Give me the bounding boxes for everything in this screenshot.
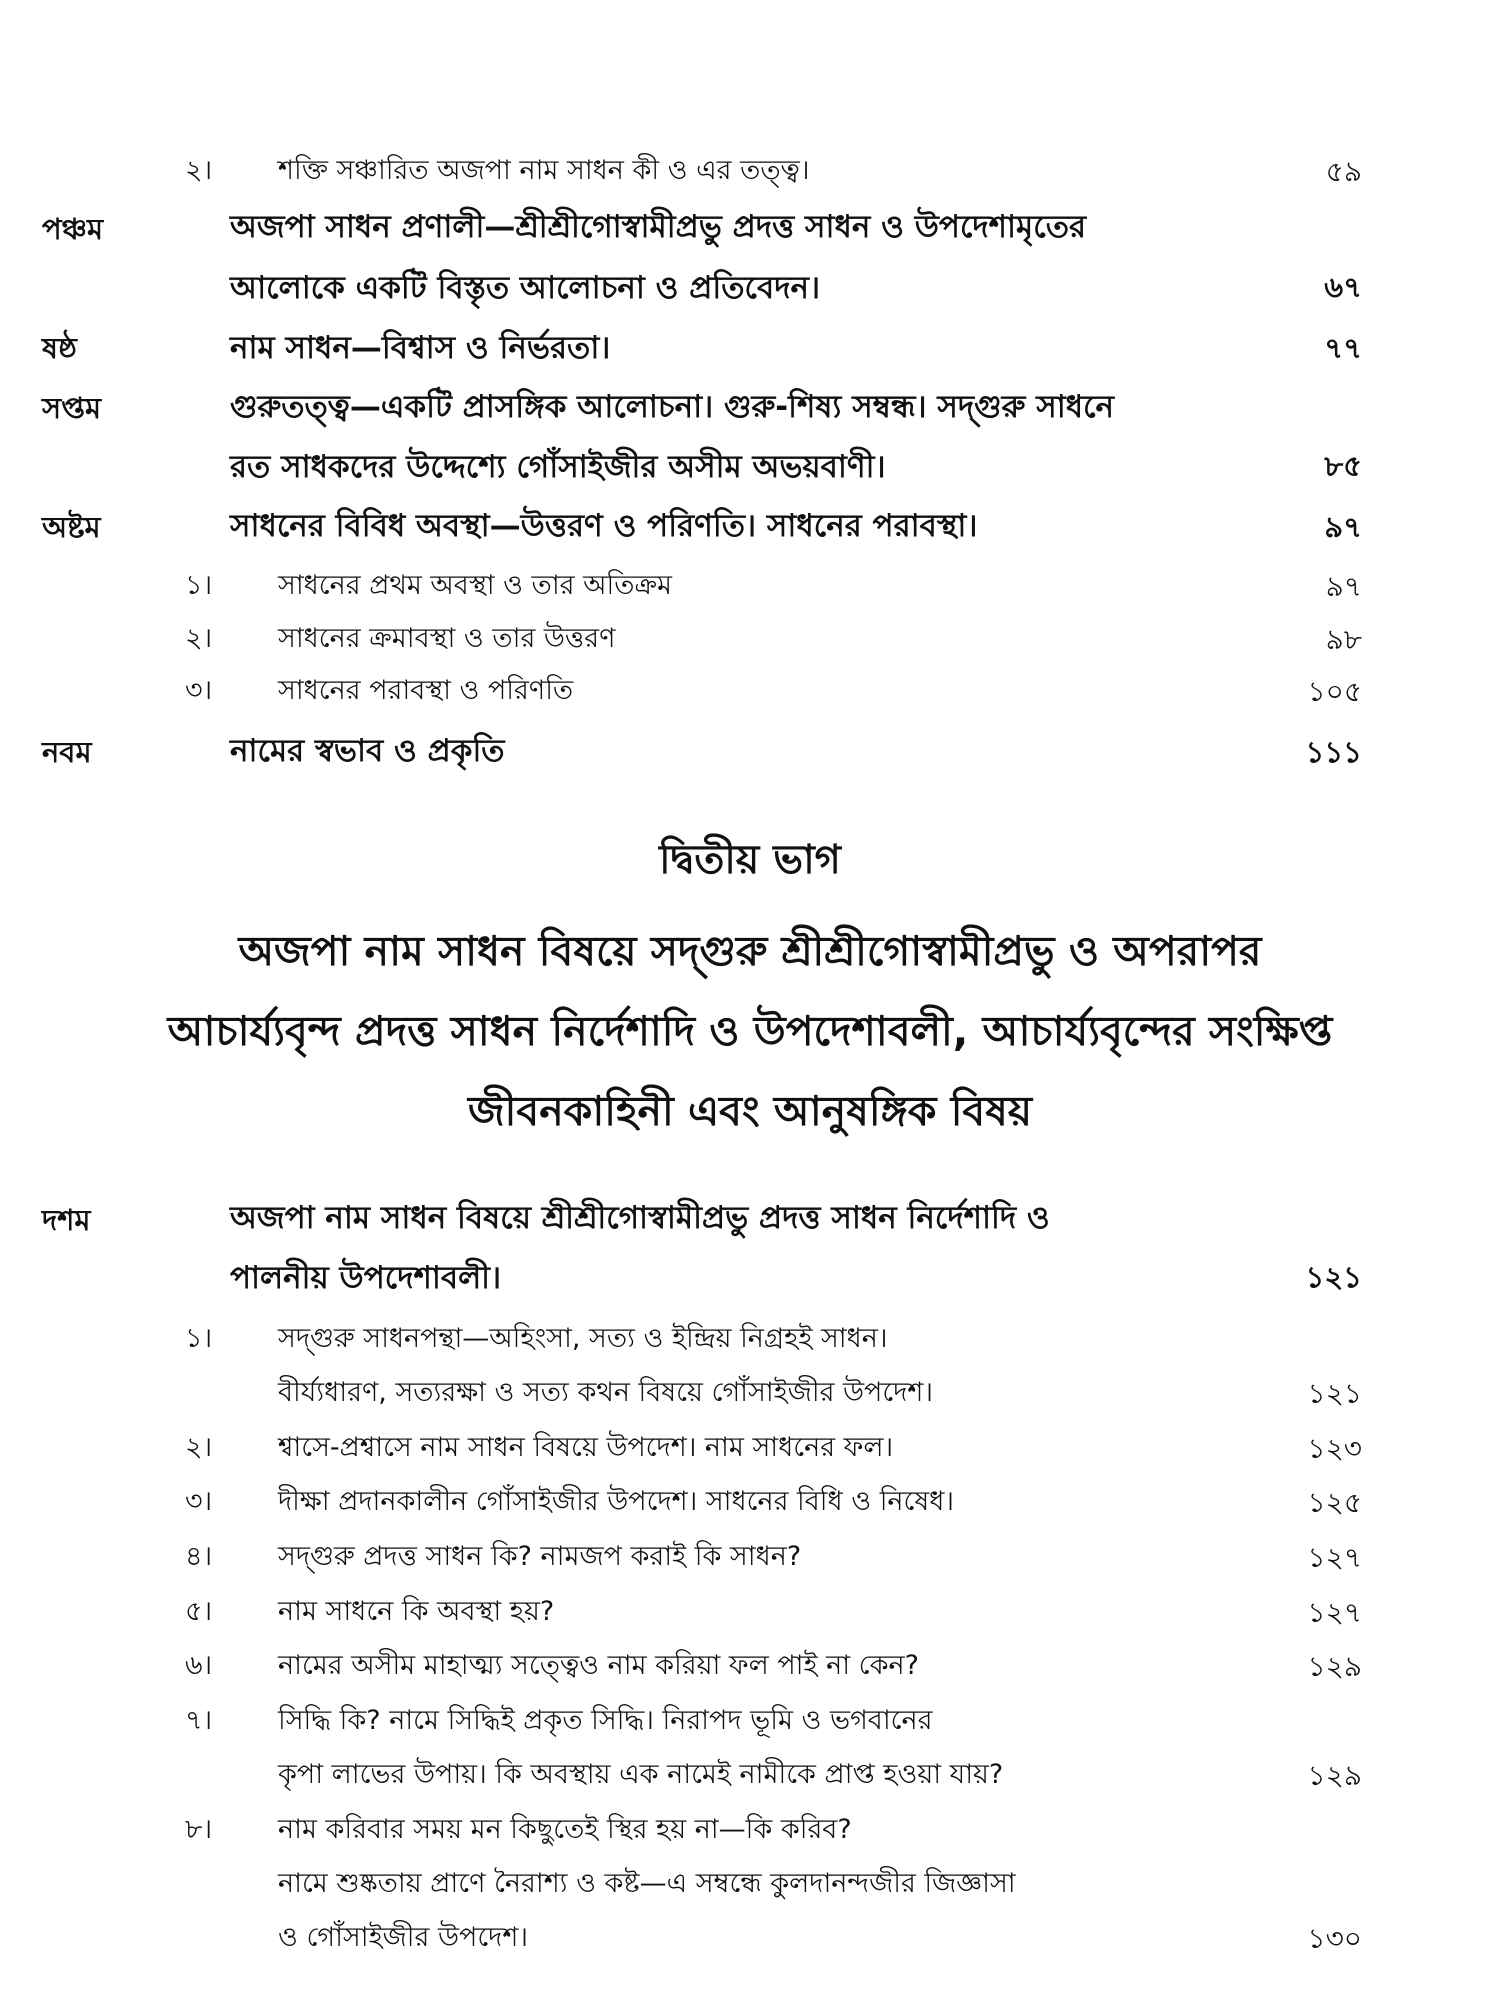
section-text-line: নামে শুষ্কতায় প্রাণে নৈরাশ্য ও কষ্ট—এ সম্বন্ধে কুলদানন্দজীর জিজ্ঞাসা [278, 1868, 1016, 1899]
chapter-page: ৯৭ [1324, 510, 1362, 544]
entry-text: সাধনের পরাবস্থা ও পরিণতি [278, 675, 574, 706]
entry-text: সাধনের প্রথম অবস্থা ও তার অতিক্রম [278, 570, 673, 601]
section-page: ১৩০ [1307, 1922, 1362, 1955]
section-text-line: সদ্‌গুরু প্রদত্ত সাধন কি? নামজপ করাই কি সাধন? [278, 1541, 802, 1572]
section-text-line: ও গোঁসাইজীর উপদেশ। [278, 1922, 528, 1953]
section-page: ১২৯ [1307, 1650, 1362, 1683]
section-text-line: নাম সাধনে কি অবস্থা হয়? [278, 1596, 555, 1627]
section-number: ৭। [185, 1705, 213, 1736]
chapter-title-line: রত সাধকদের উদ্দেশ্যে গোঁসাইজীর অসীম অভয়বাণী। [230, 449, 886, 485]
chapter-title-line: নামের স্বভাব ও প্রকৃতি [230, 733, 505, 769]
chapter-title-line: পালনীয় উপদেশাবলী। [230, 1260, 502, 1296]
entry-text: শক্তি সঞ্চারিত অজপা নাম সাধন কী ও এর তত্ত্ব। [278, 155, 810, 186]
section-page: ১২৫ [1307, 1486, 1362, 1519]
section-text-line: বীর্য্যধারণ, সত্যরক্ষা ও সত্য কথন বিষয়ে গোঁসাইজীর উপদেশ। [278, 1377, 934, 1408]
section-text-line: নাম করিবার সময় মন কিছুতেই স্থির হয় না—কি করিব? [278, 1814, 852, 1845]
chapter-label: দশম [42, 1203, 91, 1237]
chapter-title-line: নাম সাধন—বিশ্বাস ও নির্ভরতা। [230, 330, 611, 366]
section-text-line: সদ্‌গুরু সাধনপন্থা—অহিংসা, সত্য ও ইন্দ্রিয় নিগ্রহই সাধন। [278, 1323, 888, 1354]
entry-text: সাধনের ক্রমাবস্থা ও তার উত্তরণ [278, 623, 616, 654]
part-heading-line: আচার্য্যবৃন্দ প্রদত্ত সাধন নির্দেশাদি ও উপদেশাবলী, আচার্য্যবৃন্দের সংক্ষিপ্ত [167, 1007, 1333, 1055]
chapter-title-line: আলোকে একটি বিস্তৃত আলোচনা ও প্রতিবেদন। [230, 270, 821, 306]
chapter-page: ৮৫ [1324, 449, 1362, 483]
entry-number: ১। [185, 570, 213, 601]
section-number: ৫। [185, 1596, 213, 1627]
section-page: ১২৭ [1307, 1541, 1362, 1574]
section-number: ৪। [185, 1541, 213, 1572]
section-page: ১২৯ [1307, 1759, 1362, 1792]
chapter-label: ষষ্ঠ [42, 331, 77, 365]
chapter-label: অষ্টম [42, 510, 101, 544]
chapter-title-line: গুরুতত্ত্ব—একটি প্রাসঙ্গিক আলোচনা। গুরু-শিষ্য সম্বন্ধ। সদ্‌গুরু সাধনে [230, 389, 1115, 425]
entry-number: ২। [185, 623, 213, 654]
section-text-line: দীক্ষা প্রদানকালীন গোঁসাইজীর উপদেশ। সাধনের বিধি ও নিষেধ। [278, 1486, 955, 1517]
chapter-page: ৬৭ [1324, 270, 1362, 304]
entry-page: ৯৭ [1325, 570, 1362, 603]
chapter-page: ৭৭ [1324, 331, 1362, 365]
chapter-title-line: সাধনের বিবিধ অবস্থা—উত্তরণ ও পরিণতি। সাধনের পরাবস্থা। [230, 508, 978, 544]
section-number: ২। [185, 1432, 213, 1463]
section-page: ১২৭ [1307, 1596, 1362, 1629]
section-text-line: শ্বাসে-প্রশ্বাসে নাম সাধন বিষয়ে উপদেশ। নাম সাধনের ফল। [278, 1432, 894, 1463]
chapter-label: পঞ্চম [42, 212, 104, 246]
entry-page: ৫৯ [1325, 155, 1362, 188]
entry-page: ১০৫ [1307, 675, 1362, 708]
section-number: ৩। [185, 1486, 213, 1517]
chapter-label: নবম [42, 735, 92, 769]
part-heading-line: অজপা নাম সাধন বিষয়ে সদ্‌গুরু শ্রীশ্রীগোস্বামীপ্রভু ও অপরাপর [238, 927, 1262, 975]
section-page: ১২৩ [1307, 1432, 1362, 1465]
chapter-label: সপ্তম [42, 391, 102, 425]
part-title: দ্বিতীয় ভাগ [659, 837, 841, 883]
chapter-page: ১২১ [1305, 1260, 1362, 1294]
chapter-page: ১১১ [1305, 735, 1362, 769]
chapter-title-line: অজপা সাধন প্রণালী—শ্রীশ্রীগোস্বামীপ্রভু প্রদত্ত সাধন ও উপদেশামৃতের [230, 209, 1086, 245]
entry-number: ৩। [185, 675, 213, 706]
section-text-line: নামের অসীম মাহাত্ম্য সত্ত্বেও নাম করিয়া ফল পাই না কেন? [278, 1650, 919, 1681]
section-text-line: সিদ্ধি কি? নামে সিদ্ধিই প্রকৃত সিদ্ধি। নিরাপদ ভূমি ও ভগবানের [278, 1705, 933, 1736]
chapter-title-line: অজপা নাম সাধন বিষয়ে শ্রীশ্রীগোস্বামীপ্রভু প্রদত্ত সাধন নির্দেশাদি ও [230, 1200, 1050, 1236]
section-text-line: কৃপা লাভের উপায়। কি অবস্থায় এক নামেই নামীকে প্রাপ্ত হওয়া যায়? [278, 1759, 1004, 1790]
section-number: ৬। [185, 1650, 213, 1681]
section-page: ১২১ [1307, 1377, 1362, 1410]
section-number: ১। [185, 1323, 213, 1354]
entry-page: ৯৮ [1325, 623, 1362, 656]
section-number: ৮। [185, 1814, 213, 1845]
entry-number: ২। [185, 155, 213, 186]
part-heading-line: জীবনকাহিনী এবং আনুষঙ্গিক বিষয় [467, 1087, 1033, 1135]
